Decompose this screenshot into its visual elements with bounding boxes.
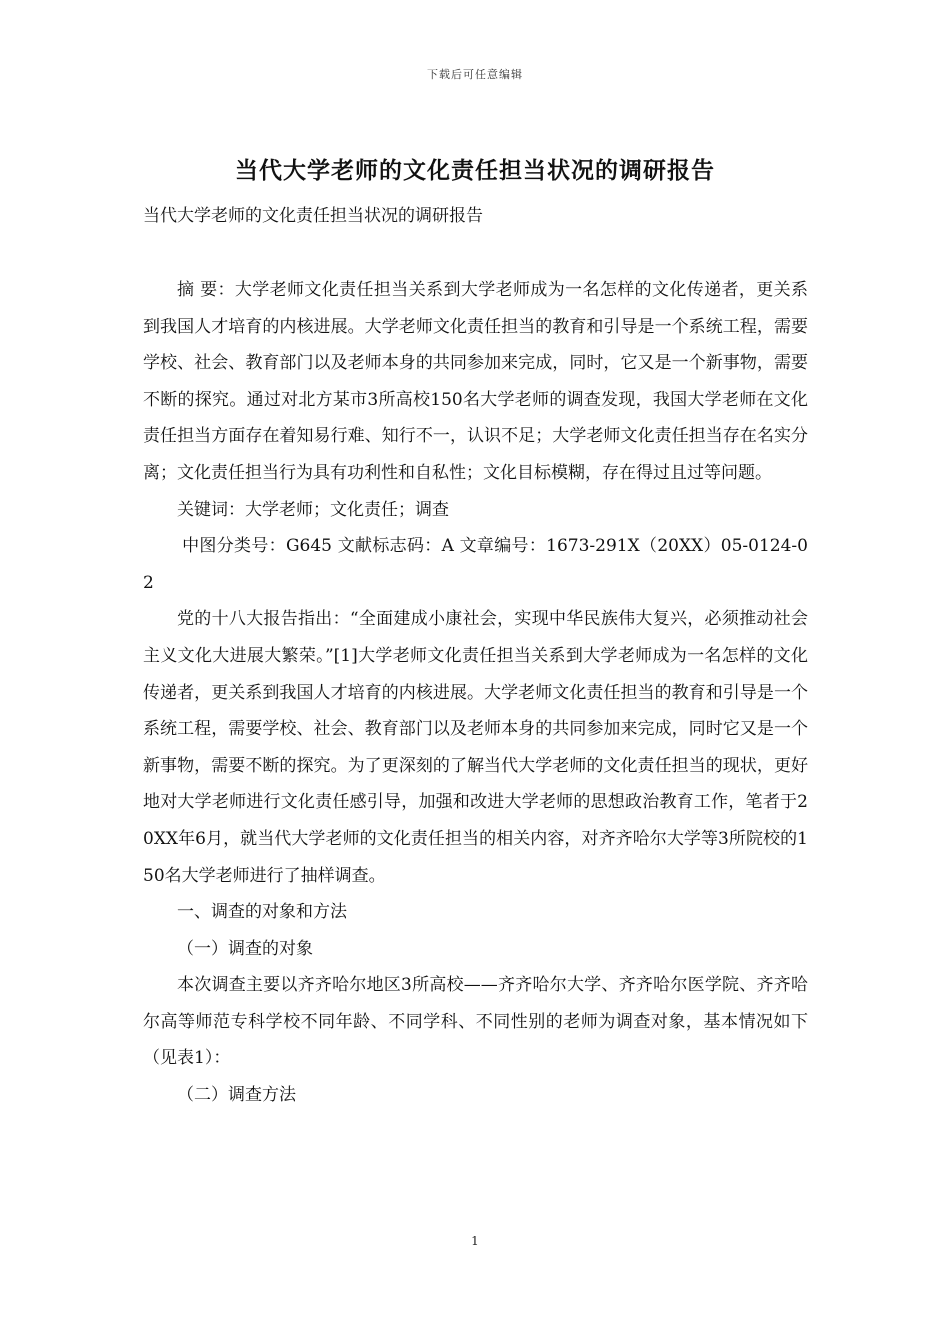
classification-line: 中图分类号：G645 文献标志码：A 文章编号：1673-291X（20XX）05-0124-02 (143, 536, 808, 593)
page-number: 1 (471, 1234, 479, 1248)
intro-paragraph: 党的十八大报告指出：“全面建成小康社会，实现中华民族伟大复兴，必须推动社会主义文化大进展大繁荣。”[1]大学老师文化责任担当关系到大学老师成为一名怎样的文化传递者，更关系到我国人才培育的内核进展。大学老师文化责任担当的教育和引导是一个系统工程，需要学校、社会、教育部门以及老师本身的共同参加来完成，同时它又是一个新事物，需要不断的探究。为了更深刻的了解当代大学老师的文化责任担当的现状，更好地对大学老师进行文化责任感引导，加强和改进大学老师的思想政治教育工作，笔者于20XX年6月，就当代大学老师的文化责任担当的相关内容，对齐齐哈尔大学等3所院校的150名大学老师进行了抽样调查。 (143, 609, 808, 886)
abstract-paragraph: 摘 要：大学老师文化责任担当关系到大学老师成为一名怎样的文化传递者，更关系到我国人才培育的内核进展。大学老师文化责任担当的教育和引导是一个系统工程，需要学校、社会、教育部门以及老师本身的共同参加来完成，同时，它又是一个新事物，需要不断的探究。通过对北方某市3所高校150名大学老师的调查发现，我国大学老师在文化责任担当方面存在着知易行难、知行不一，认识不足；大学老师文化责任担当存在名实分离；文化责任担当行为具有功利性和自私性；文化目标模糊，存在得过且过等问题。 (143, 280, 808, 483)
document-title: 当代大学老师的文化责任担当状况的调研报告 (235, 157, 715, 184)
page-header-note: 下载后可任意编辑 (427, 68, 523, 81)
document-body (143, 272, 808, 1114)
subsection-heading: （二）调查方法 (177, 1085, 296, 1106)
section-heading: 一、调查的对象和方法 (177, 902, 347, 923)
keywords-line: 关键词：大学老师；文化责任；调查 (177, 499, 449, 520)
document-subtitle: 当代大学老师的文化责任担当状况的调研报告 (143, 206, 483, 226)
subsection-heading: （一）调查的对象 (177, 938, 313, 959)
subsection-paragraph: 本次调查主要以齐齐哈尔地区3所高校——齐齐哈尔大学、齐齐哈尔医学院、齐齐哈尔高等师范专科学校不同年龄、不同学科、不同性别的老师为调查对象，基本情况如下（见表1）： (143, 975, 808, 1069)
